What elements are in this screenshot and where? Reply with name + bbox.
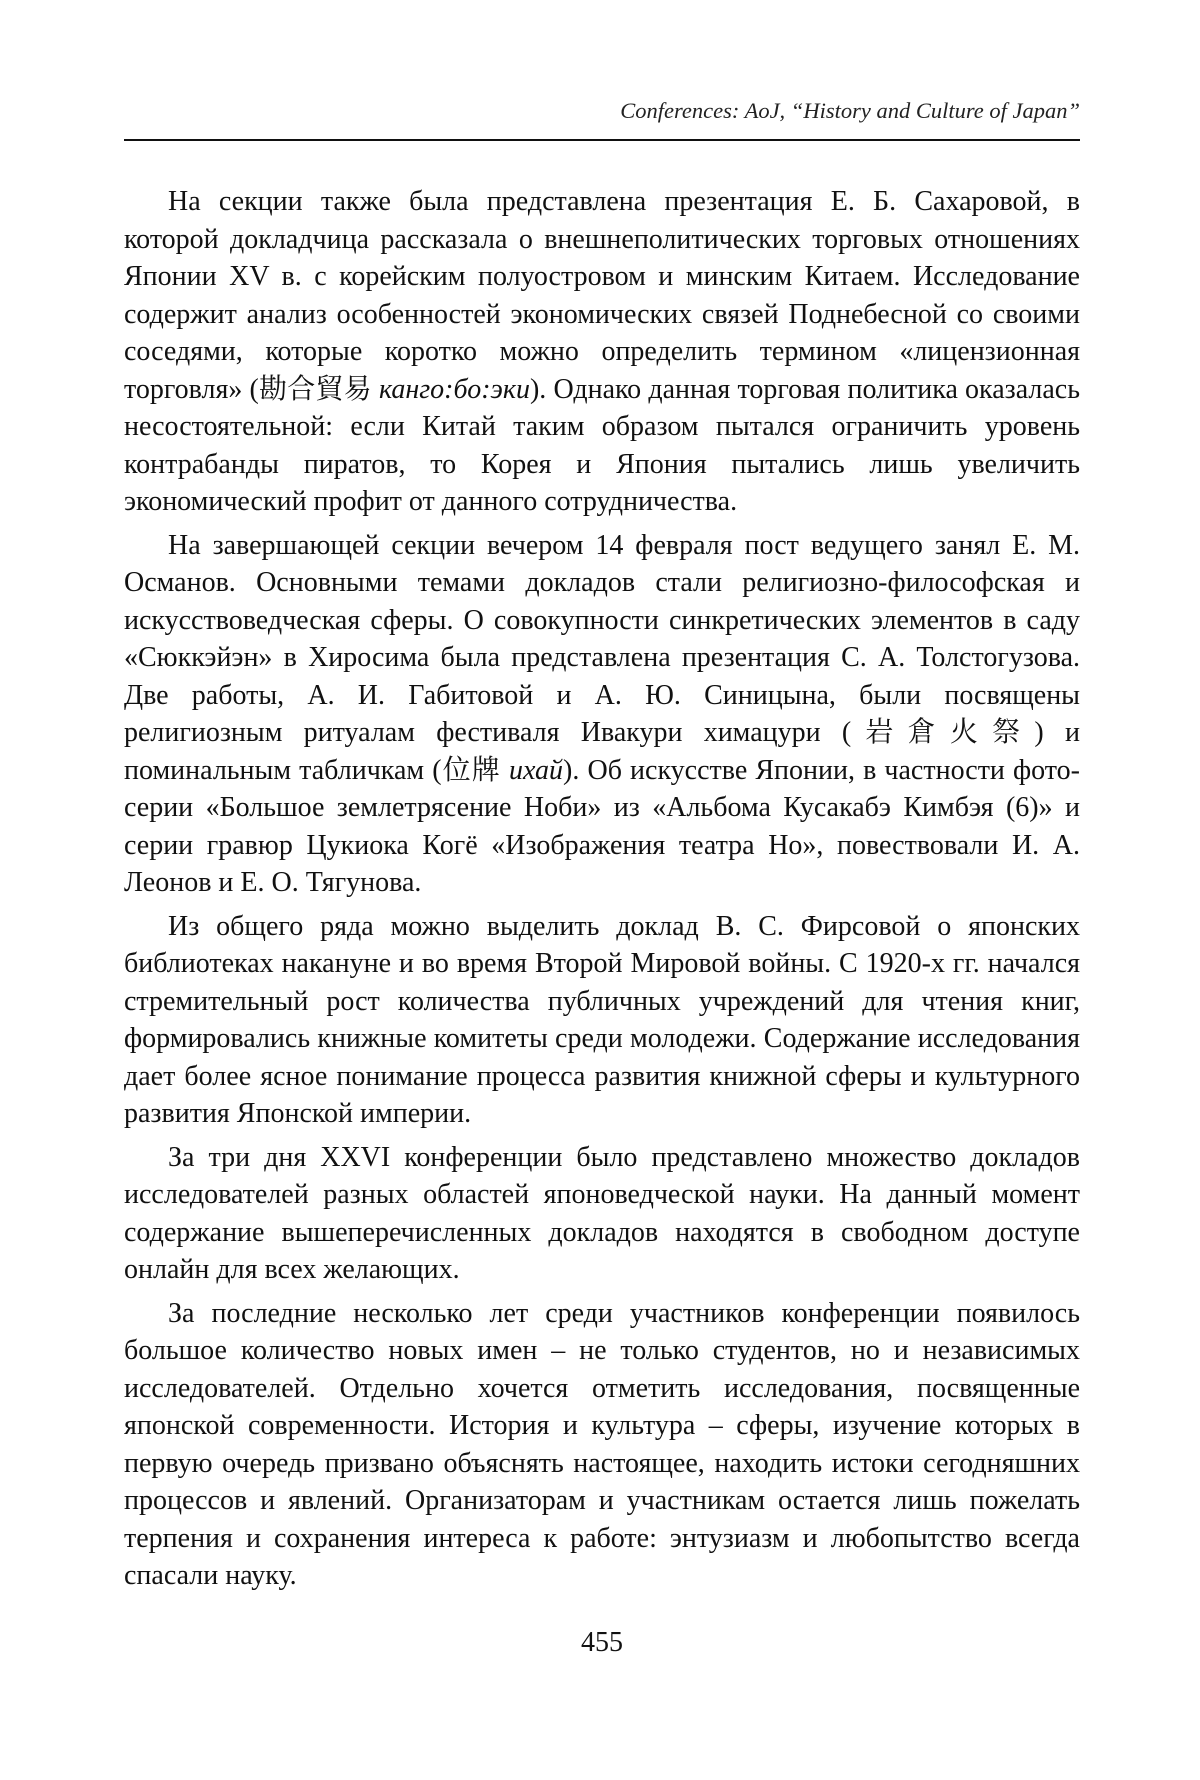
- paragraph-sakharova: [124, 183, 1080, 521]
- paragraph-text: ). Об искусстве Японии, в частности фото-серии «Большое землетрясение Ноби» из «Альбома Кусакабэ Кимбэя (6)» и серии гравюр Цукиока Когё «Изображения театра Но», повествовали И. А. Леонов и Е. О. Тягунова.: [124, 755, 1080, 899]
- romanized-term: ихай: [509, 755, 563, 786]
- running-title: Conferences: AoJ, “History and Culture of Japan”: [124, 96, 1080, 126]
- page-number: 455: [124, 1626, 1080, 1660]
- paragraph-text: На секции также была представлена презентация Е. Б. Сахаровой, в которой докладчица рассказала о внешнеполитических торговых отношениях Японии XV в. с корейским полуостровом и минским Китаем. Исследование содержит анализ особенностей экономических связей Поднебесной со своими соседями, которые коротко можно определить термином «лицензионная торговля» (勘合貿易: [124, 186, 1080, 405]
- article-body: [124, 183, 1080, 1601]
- paragraph-firsova: Из общего ряда можно выделить доклад В. С. Фирсовой о японских библиотеках накануне и во время Второй Мировой войны. С 1920-х гг. начался стремительный рост количества публичных учреждений для чтения книг, формировались книжные комитеты среди молодежи. Содержание исследования дает более ясное понимание процесса развития книжной сферы и культурного развития Японской империи.: [124, 908, 1080, 1133]
- paragraph-text: На завершающей секции вечером 14 февраля пост ведущего занял Е. М. Османов. Основными темами докладов стали религиозно-философская и искусствоведческая сферы. О совокупности синкретических элементов в саду «Сюккэйэн» в Хиросима была представлена презентация С. А. Толстогузова. Две работы, А. И. Габитовой и А. Ю. Синицына, были посвящены религиозным ритуалам фестиваля Ивакури химацури (岩倉火祭) и поминальным табличкам (位牌: [124, 530, 1080, 786]
- paragraph-final-section: [124, 527, 1080, 902]
- paragraph-conference-summary: За три дня XXVI конференции было представлено множество докладов исследователей разных областей японоведческой науки. На данный момент содержание вышеперечисленных докладов находятся в свободном доступе онлайн для всех желающих.: [124, 1139, 1080, 1289]
- paragraph-conclusion: За последние несколько лет среди участников конференции появилось большое количество новых имен – не только студентов, но и независимых исследователей. Отдельно хочется отметить исследования, посвященные японской современности. История и культура – сферы, изучение которых в первую очередь призвано объяснять настоящее, находить истоки сегодняшних процессов и явлений. Организаторам и участникам остается лишь пожелать терпения и сохранения интереса к работе: энтузиазм и любопытство всегда спасали науку.: [124, 1295, 1080, 1595]
- paragraph-text: ). Однако данная торговая политика оказалась несостоятельной: если Китай таким образом пытался ограничить уровень контрабанды пиратов, то Корея и Япония пытались лишь увеличить экономический профит от данного сотрудничества.: [124, 374, 1080, 518]
- header-rule: [124, 139, 1080, 141]
- romanized-term: канго:бо:эки: [379, 374, 530, 405]
